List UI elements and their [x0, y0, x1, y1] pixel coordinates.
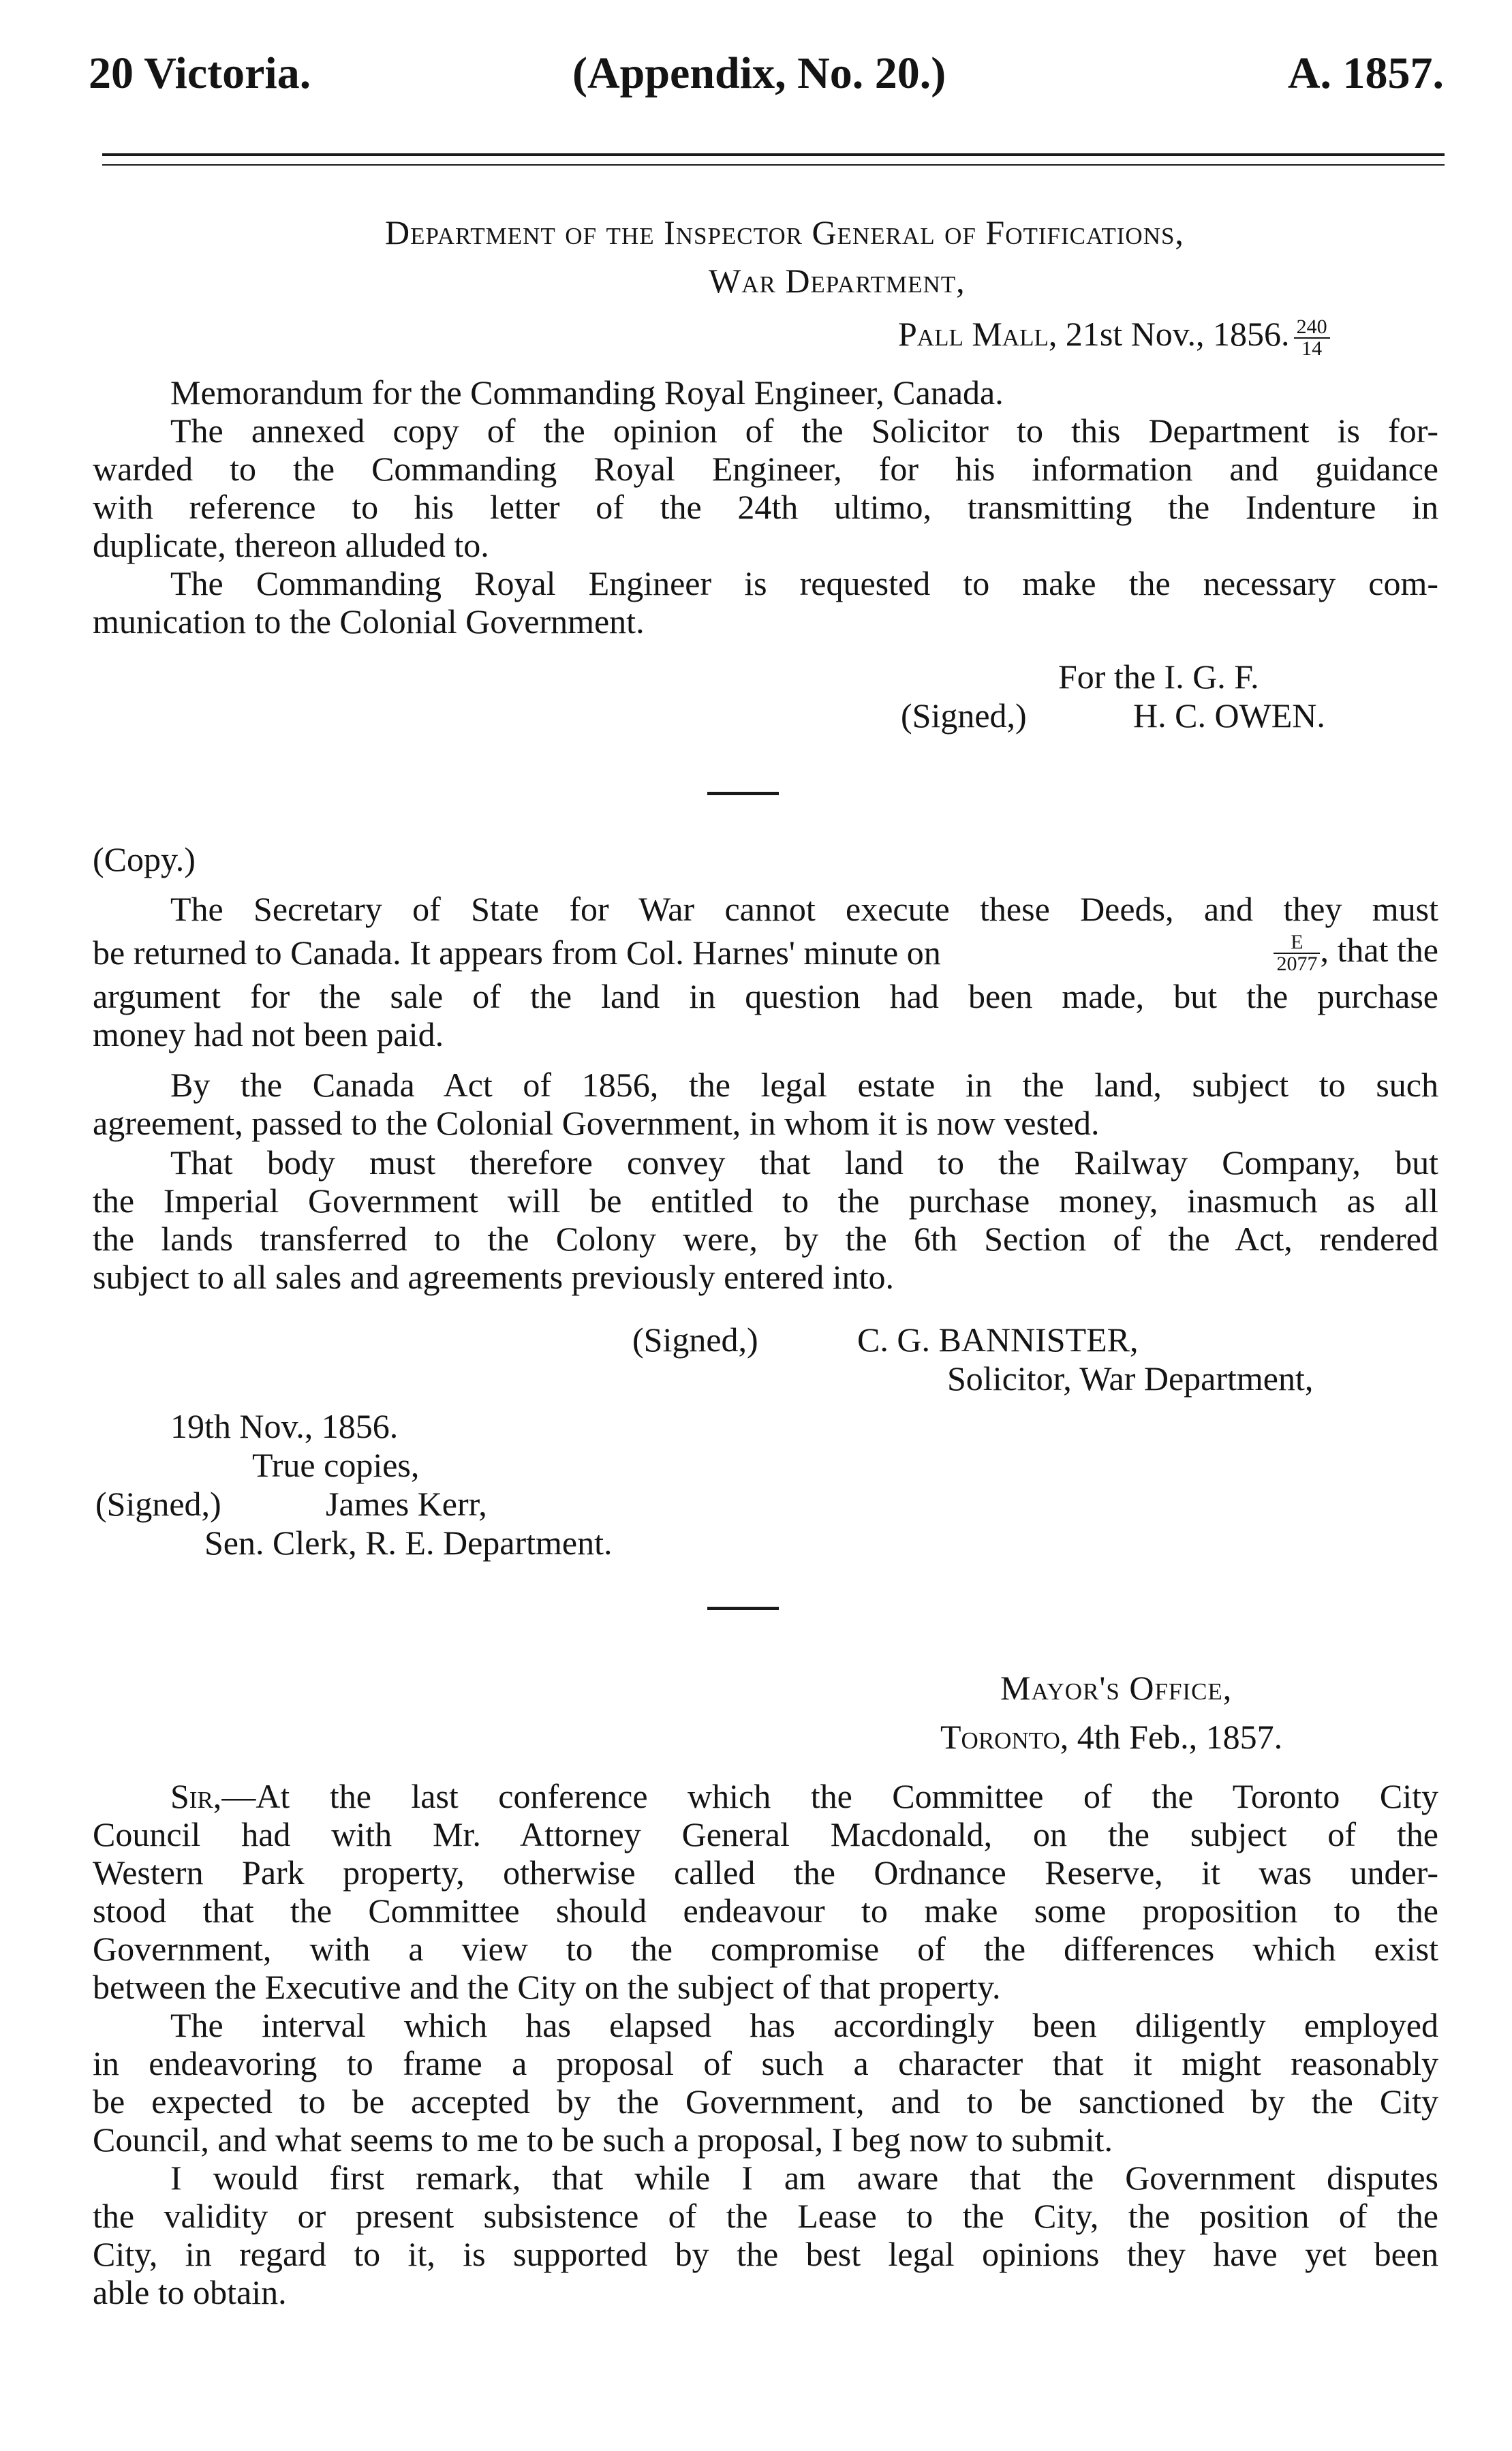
text-line: That body must therefore convey that land to the Railway Company, but: [170, 1143, 1438, 1182]
mayors-office-heading: Mayor's Office,: [1000, 1669, 1233, 1707]
text-line: Council, and what seems to me to be such a proposal, I beg now to submit.: [93, 2121, 1113, 2159]
text-line: be expected to be accepted by the Government, and to be sanctioned by the City: [93, 2082, 1438, 2121]
text-line: warded to the Commanding Royal Engineer, for his information and guidance: [93, 450, 1438, 488]
text-line: the Imperial Government will be entitled to the purchase money, inasmuch as all: [93, 1182, 1438, 1220]
text-line: [93, 1777, 1438, 1815]
reference-numerator: 240: [1294, 317, 1330, 339]
text-line-with-minute: [93, 928, 1438, 977]
minute-numerator: E: [1274, 932, 1320, 954]
header-session: 20 Victoria.: [89, 48, 311, 98]
page-header: [89, 48, 1444, 109]
text-line: the lands transferred to the Colony were, by the 6th Section of the Act, rendered: [93, 1220, 1438, 1258]
true-copies: True copies,: [252, 1446, 420, 1484]
copy-paragraph-2: [93, 1066, 1438, 1142]
text-line: in endeavoring to frame a proposal of such a character that it might reasonably: [93, 2044, 1438, 2082]
copy-paragraph-3: [93, 1143, 1438, 1296]
text-line: the validity or present subsistence of the Lease to the City, the position of the: [93, 2197, 1438, 2235]
header-appendix: (Appendix, No. 20.): [572, 48, 946, 98]
department-subheading: War Department,: [709, 262, 966, 300]
header-year: A. 1857.: [1287, 48, 1444, 98]
text-line: I would first remark, that while I am aware that the Government disputes: [170, 2159, 1438, 2197]
reference-denominator: 14: [1301, 337, 1323, 360]
text-line: The Commanding Royal Engineer is requested to make the necessary com-: [170, 564, 1438, 602]
letter2-paragraph-2: [93, 2006, 1438, 2159]
copy-signed-label: (Signed,): [632, 1321, 758, 1359]
memorandum-line: Memorandum for the Commanding Royal Engineer, Canada.: [170, 373, 1004, 412]
text-fragment: be returned to Canada. It appears from Col. Harnes' minute on: [93, 934, 941, 972]
text-line: subject to all sales and agreements previously entered into.: [93, 1258, 895, 1296]
copy-label: (Copy.): [93, 840, 196, 878]
letter2-paragraph-1: [93, 1777, 1438, 2006]
letter1-dateline: [898, 315, 1330, 359]
letter1-signed-label: (Signed,): [901, 696, 1027, 735]
minute-denominator: 2077: [1276, 953, 1318, 976]
copy2-signature-title: Sen. Clerk, R. E. Department.: [204, 1524, 613, 1562]
letter2-date: 4th Feb., 1857.: [1068, 1718, 1283, 1756]
copy-signature: C. G. BANNISTER,: [857, 1321, 1139, 1359]
text-line: argument for the sale of the land in question had been made, but the purchase: [93, 977, 1438, 1015]
salutation: Sir,: [170, 1777, 222, 1815]
text-line: The annexed copy of the opinion of the Solicitor to this Department is for-: [170, 412, 1438, 450]
copy2-signed-label: (Signed,): [95, 1485, 221, 1523]
section-divider: [707, 1607, 779, 1610]
letter1-reference: [1294, 317, 1330, 359]
text-line: Government, with a view to the compromise of the differences which exist: [93, 1930, 1438, 1968]
letter1-date: 21st Nov., 1856.: [1057, 315, 1290, 353]
header-rule: [102, 153, 1445, 166]
text-line: money had not been paid.: [93, 1015, 444, 1053]
text-line: Council had with Mr. Attorney General Macdonald, on the subject of the: [93, 1815, 1438, 1853]
letter1-place: Pall Mall,: [898, 315, 1058, 353]
text-fragment: —At the last conference which the Committee of the Toronto City: [221, 1777, 1438, 1815]
letter2-dateline: [940, 1718, 1282, 1756]
text-line: By the Canada Act of 1856, the legal estate in the land, subject to such: [170, 1066, 1438, 1104]
text-line: with reference to his letter of the 24th ultimo, transmitting the Indenture in: [93, 488, 1438, 526]
copy-signature-title: Solicitor, War Department,: [947, 1359, 1314, 1398]
copy-date: 19th Nov., 1856.: [170, 1407, 399, 1445]
letter1-paragraph-1: [93, 412, 1438, 564]
text-line: agreement, passed to the Colonial Government, in whom it is now vested.: [93, 1104, 1100, 1142]
text-line: munication to the Colonial Government.: [93, 602, 645, 641]
text-fragment: , that the: [1320, 930, 1438, 969]
copy-paragraph-1: [93, 890, 1438, 1053]
text-line: The Secretary of State for War cannot execute these Deeds, and they must: [170, 890, 1438, 928]
text-line: between the Executive and the City on the subject of that property.: [93, 1968, 1001, 2006]
text-line: The interval which has elapsed has accordingly been diligently employed: [170, 2006, 1438, 2044]
minute-fragment: [1269, 931, 1438, 975]
letter1-for: For the I. G. F.: [1058, 658, 1259, 696]
letter1-paragraph-2: [93, 564, 1438, 641]
minute-reference: [1274, 932, 1320, 974]
text-line: stood that the Committee should endeavour to make some proposition to the: [93, 1892, 1438, 1930]
copy2-signature: James Kerr,: [326, 1485, 487, 1523]
letter2-paragraph-3: [93, 2159, 1438, 2311]
text-line: able to obtain.: [93, 2273, 287, 2311]
text-line: Western Park property, otherwise called the Ordnance Reserve, it was under-: [93, 1853, 1438, 1892]
letter1-signature: H. C. OWEN.: [1133, 696, 1325, 735]
text-line: City, in regard to it, is supported by the best legal opinions they have yet been: [93, 2235, 1438, 2273]
letter2-place: Toronto,: [940, 1718, 1069, 1756]
text-line: duplicate, thereon alluded to.: [93, 526, 489, 564]
section-divider: [707, 792, 779, 795]
department-heading: Department of the Inspector General of Fotifications,: [385, 213, 1184, 251]
